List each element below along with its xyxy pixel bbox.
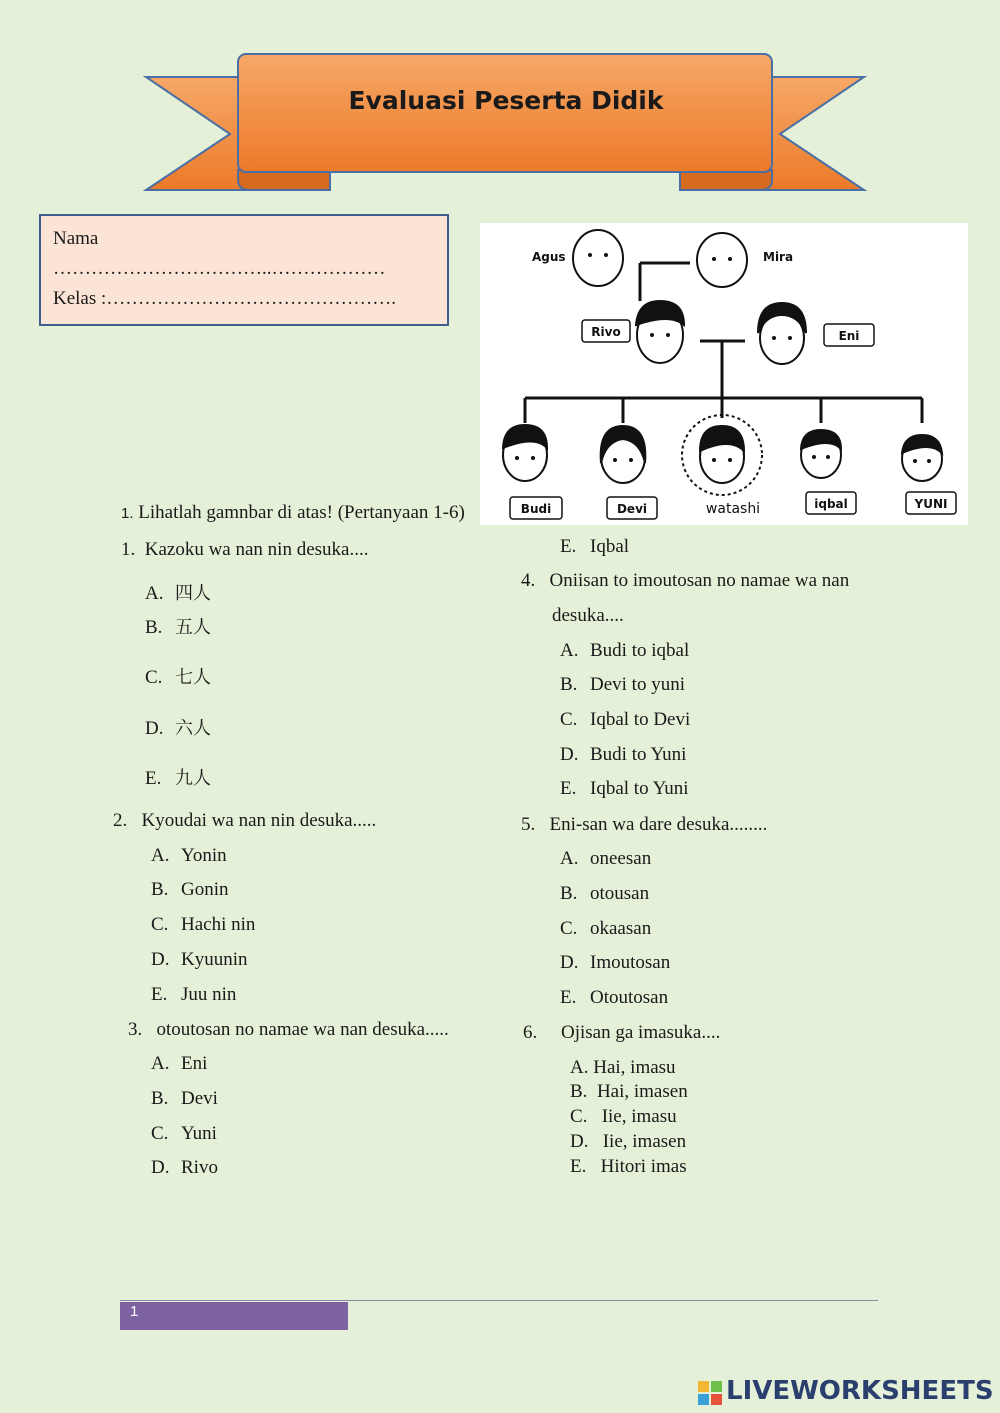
question-text: Eni-san wa dare desuka........: [549, 814, 768, 835]
q4-option-b[interactable]: B. Devi to yuni: [560, 674, 685, 695]
q4-option-e[interactable]: E. Iqbal to Yuni: [560, 778, 689, 799]
q1-option-c[interactable]: C. 七人: [145, 667, 211, 688]
liveworksheets-logo-icon: [698, 1381, 722, 1405]
question-number: 5.: [521, 814, 536, 835]
label-grandfather: Agus: [532, 250, 566, 264]
question-2: [113, 810, 376, 832]
q6-option-a[interactable]: A. Hai, imasu: [570, 1057, 676, 1078]
label-grandmother: Mira: [763, 250, 794, 264]
q1-option-a[interactable]: A. 四人: [145, 583, 211, 604]
label-child-4: iqbal: [814, 497, 848, 511]
q4-option-d[interactable]: D. Budi to Yuni: [560, 744, 687, 765]
q5-option-e[interactable]: E. Otoutosan: [560, 987, 669, 1008]
question-text: Kazoku wa nan nin desuka....: [144, 539, 369, 560]
question-5: [521, 814, 767, 836]
label-mother: Eni: [838, 329, 860, 343]
q2-option-c[interactable]: C. Hachi nin: [151, 914, 256, 935]
instruction-marker: 1.: [121, 505, 134, 522]
question-number: 2.: [113, 810, 128, 831]
label-father: Rivo: [591, 325, 621, 339]
question-number: 1.: [121, 539, 136, 560]
footer-divider: [120, 1300, 878, 1301]
q4-option-c[interactable]: C. Iqbal to Devi: [560, 709, 691, 730]
question-4-cont: desuka....: [552, 605, 624, 626]
question-6: [523, 1022, 720, 1044]
q2-option-a[interactable]: A. Yonin: [151, 845, 227, 866]
page-number-bar: [120, 1302, 348, 1330]
q5-option-a[interactable]: A. oneesan: [560, 848, 652, 869]
title-banner: [140, 50, 870, 198]
q1-option-d[interactable]: D. 六人: [145, 718, 211, 739]
q6-option-e[interactable]: E. Hitori imas: [570, 1156, 687, 1177]
brand-watermark: LIVEWORKSHEETS: [726, 1376, 994, 1406]
q6-option-c[interactable]: C. Iie, imasu: [570, 1106, 677, 1127]
question-text: Kyoudai wa nan nin desuka.....: [141, 810, 377, 831]
q3-option-b[interactable]: B. Devi: [151, 1088, 218, 1109]
q3-option-a[interactable]: A. Eni: [151, 1053, 208, 1074]
question-3: [128, 1019, 449, 1041]
q2-option-d[interactable]: D. Kyuunin: [151, 949, 248, 970]
question-4: [521, 570, 849, 592]
question-number: 3.: [128, 1019, 143, 1040]
q3-option-e[interactable]: E. Iqbal: [560, 536, 630, 557]
question-1: [121, 539, 368, 561]
label-child-3: watashi: [705, 501, 761, 517]
question-text: Oniisan to imoutosan no namae wa nan: [549, 570, 850, 591]
instruction: [121, 502, 465, 524]
question-text: otoutosan no namae wa nan desuka.....: [156, 1019, 449, 1040]
question-text: Ojisan ga imasuka....: [561, 1022, 721, 1043]
label-child-5: YUNI: [914, 497, 948, 511]
q5-option-c[interactable]: C. okaasan: [560, 918, 652, 939]
family-tree-image: [480, 223, 968, 525]
q5-option-b[interactable]: B. otousan: [560, 883, 650, 904]
q5-option-d[interactable]: D. Imoutosan: [560, 952, 671, 973]
question-number: 4.: [521, 570, 536, 591]
q4-option-a[interactable]: A. Budi to iqbal: [560, 640, 690, 661]
label-child-2: Devi: [616, 502, 648, 516]
page-title: Evaluasi Peserta Didik: [348, 86, 664, 115]
q2-option-b[interactable]: B. Gonin: [151, 879, 229, 900]
q3-option-c[interactable]: C. Yuni: [151, 1123, 217, 1144]
name-field[interactable]: ……………………………..………………: [53, 258, 386, 279]
q2-option-e[interactable]: E. Juu nin: [151, 984, 237, 1005]
page-number: 1: [130, 1303, 139, 1320]
student-info-box: [39, 214, 449, 326]
q1-option-b[interactable]: B. 五人: [145, 617, 211, 638]
question-number: 6.: [523, 1022, 538, 1043]
q6-option-b[interactable]: B. Hai, imasen: [570, 1081, 688, 1102]
grandfather-face-icon: [573, 230, 623, 286]
instruction-text: Lihatlah gamnbar di atas! (Pertanyaan 1-6): [138, 502, 465, 523]
label-child-1: Budi: [520, 502, 552, 516]
q1-option-e[interactable]: E. 九人: [145, 768, 211, 789]
class-field[interactable]: Kelas :……………………………………….: [53, 288, 397, 309]
grandmother-face-icon: [697, 233, 747, 287]
q6-option-d[interactable]: D. Iie, imasen: [570, 1131, 687, 1152]
q3-option-d[interactable]: D. Rivo: [151, 1157, 218, 1178]
name-label: Nama: [53, 228, 99, 249]
